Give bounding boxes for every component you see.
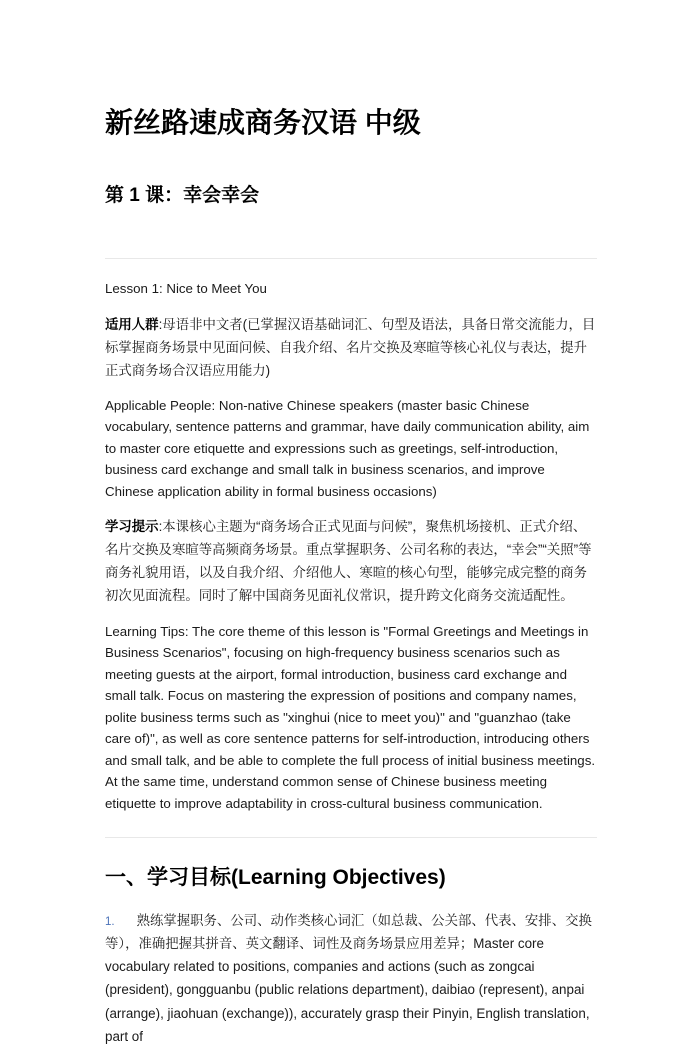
list-item-marker: 1. bbox=[105, 915, 115, 928]
learning-tips-text: :本课核心主题为“商务场合正式见面与问候”，聚焦机场接机、正式介绍、名片交换及寒暄等高频商务场景。重点掌握职务、公司名称的表达，“幸会”“关照”等商务礼貌用语，以及自我介绍、介绍他人、寒暄的核心句型，能够完成完整的商务初次见面流程。同时了解中国商务见面礼仪常识，提升跨文化商务交流适配性。 bbox=[105, 519, 592, 604]
list-item-text: 熟练掌握职务、公司、动作类核心词汇（如总裁、公关部、代表、安排、交换等），准确把握其拼音、英文翻译、词性及商务场景应用差异；Master core vocabulary related to positions, companies and actions (such as zongcai (president), gongguanbu (public relations department), daibiao (represent), anpai (arrange), jiaohuan (exchange)), accurately grasp their Pinyin, English translation, part of bbox=[105, 912, 592, 1044]
section-spacer bbox=[105, 827, 597, 837]
learning-tips-label: 学习提示 bbox=[105, 519, 159, 535]
section-divider-objectives bbox=[105, 837, 597, 838]
lesson-subtitle-english: Lesson 1: Nice to Meet You bbox=[105, 280, 267, 296]
applicable-people-english: Applicable People: Non-native Chinese speakers (master basic Chinese vocabulary, sentence patterns and grammar, have daily communication ability, aim to master core etiquette and expressions such as greetings, self-introduction, business card exchange and small talk in business scenarios, and improve Chinese application ability in formal business occasions) bbox=[105, 397, 590, 499]
document-title: 新丝路速成商务汉语 中级 bbox=[105, 107, 421, 138]
learning-tips-english: Learning Tips: The core theme of this lesson is "Formal Greetings and Meetings in Business Scenarios", focusing on high-frequency business scenarios such as meeting guests at the airport, formal introduction, business card exchange and small talk. Focus on mastering the expression of positions and company names, polite business terms such as "xinghui (nice to meet you)" and "guanzhao (take care of)", as well as core sentence patterns for self-introduction, introducing others and small talk, and be able to complete the full process of initial business meetings. At the same time, understand common sense of Chinese business meeting etiquette to improve adaptability in cross-cultural business communication. bbox=[105, 623, 596, 811]
learning-tips-paragraph bbox=[105, 515, 597, 607]
section-divider-top bbox=[105, 258, 597, 259]
applicable-people-text: :母语非中文者(已掌握汉语基础词汇、句型及语法，具备日常交流能力，目标掌握商务场景中见面问候、自我介绍、名片交换及寒暄等核心礼仪与表达，提升正式商务场合汉语应用能力) bbox=[105, 316, 596, 378]
applicable-people-paragraph bbox=[105, 313, 597, 382]
applicable-people-label: 适用人群 bbox=[105, 316, 159, 332]
lesson-title: 第 1 课：幸会幸会 bbox=[105, 185, 260, 207]
learning-objectives-heading: 一、学习目标(Learning Objectives) bbox=[105, 866, 446, 890]
list-item bbox=[105, 909, 597, 1048]
learning-objectives-list bbox=[105, 909, 597, 1048]
